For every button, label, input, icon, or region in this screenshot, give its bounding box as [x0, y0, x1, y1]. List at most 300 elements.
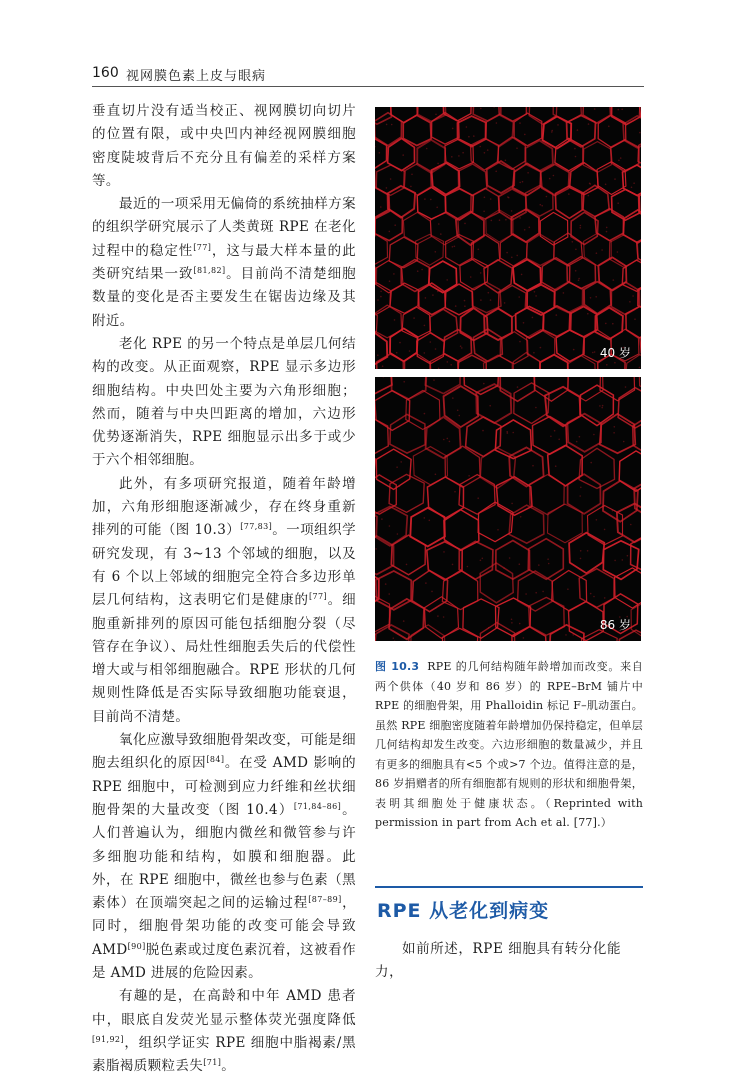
cell-granule: [467, 566, 469, 568]
cell-granule: [435, 607, 437, 609]
cell-granule: [523, 322, 525, 324]
cell-granule: [389, 525, 391, 527]
cell-granule: [614, 426, 616, 428]
cell-granule: [483, 211, 485, 213]
cell-granule: [409, 350, 411, 352]
cell-granule: [522, 181, 524, 183]
cell-granule: [443, 616, 445, 618]
cell-granule: [614, 178, 616, 180]
cell-granule: [424, 325, 426, 327]
body-paragraph: [92, 729, 356, 985]
cell-granule: [575, 270, 577, 272]
cell-granule: [589, 183, 591, 185]
rpe-cell: [540, 212, 568, 245]
cell-granule: [394, 319, 396, 321]
cell-granule: [511, 210, 513, 212]
cell-granule: [594, 108, 596, 110]
citation-ref: [77,83]: [240, 522, 272, 531]
cell-granule: [459, 415, 461, 417]
cell-granule: [430, 341, 432, 343]
cell-granule: [572, 634, 574, 636]
cell-granule: [452, 397, 454, 399]
citation-ref: [90]: [128, 942, 146, 951]
cell-granule: [489, 405, 491, 407]
rpe-cell: [548, 445, 583, 486]
cell-granule: [403, 381, 405, 383]
cell-granule: [587, 313, 589, 315]
rpe-cell: [375, 417, 388, 456]
body-paragraph-right: 如前所述，RPE 细胞具有转分化能力，: [375, 938, 643, 984]
text-run: 最近的一项采用无偏倚的系统抽样方案的组织学研究展示了人类黄斑 RPE 在老化过程中的稳定性: [92, 196, 356, 259]
cell-granule: [604, 529, 606, 531]
text-run: 。: [221, 1058, 235, 1074]
cell-granule: [410, 186, 412, 188]
rpe-cell: [595, 209, 624, 241]
cell-granule: [529, 227, 531, 229]
cell-granule: [497, 529, 499, 531]
rpe-cell: [533, 417, 567, 455]
cell-granule: [446, 279, 448, 281]
citation-ref: [87–89]: [308, 895, 341, 904]
cell-granule: [478, 249, 480, 251]
cell-granule: [495, 171, 497, 173]
cell-granule: [621, 109, 623, 111]
rpe-cell: [410, 508, 445, 547]
rpe-cell: [611, 282, 639, 315]
cell-granule: [614, 560, 616, 562]
cell-granule: [551, 130, 553, 132]
cell-granule: [388, 593, 390, 595]
cell-granule: [596, 252, 598, 254]
rpe-cell: [459, 475, 495, 515]
cell-granule: [606, 364, 608, 366]
cell-granule: [480, 560, 482, 562]
rpe-cell: [568, 356, 596, 369]
cell-granule: [484, 197, 486, 199]
cell-granule: [595, 296, 597, 298]
cell-granule: [425, 582, 427, 584]
cell-granule: [512, 432, 514, 434]
rpe-cell: [555, 186, 583, 219]
cell-granule: [629, 301, 631, 303]
rpe-cell: [631, 534, 641, 573]
cell-granule: [381, 518, 383, 520]
cell-granule: [517, 386, 519, 388]
rpe-cell: [416, 234, 444, 265]
cell-granule: [511, 257, 513, 259]
cell-granule: [540, 347, 542, 349]
cell-granule: [568, 193, 570, 195]
cell-granule: [617, 202, 619, 204]
cell-granule: [519, 217, 521, 219]
rpe-cell: [392, 377, 427, 399]
rpe-cell: [442, 628, 477, 641]
cell-granule: [547, 558, 549, 560]
cell-granule: [523, 637, 525, 639]
cell-granule: [431, 591, 433, 593]
cell-granule: [524, 229, 526, 231]
cell-granule: [518, 296, 520, 298]
cell-granule: [480, 299, 482, 301]
cell-granule: [580, 558, 582, 560]
cell-granule: [580, 225, 582, 227]
cell-granule: [578, 280, 580, 282]
cell-granule: [443, 551, 445, 553]
rpe-cell: [411, 625, 446, 641]
cell-granule: [596, 519, 598, 521]
cell-granule: [379, 152, 381, 154]
cell-granule: [496, 122, 498, 124]
text-run: ，组织学证实 RPE 细胞中脂褐素/黑素脂褐质颗粒丢失: [92, 1035, 356, 1074]
cell-granule: [506, 252, 508, 254]
cell-granule: [455, 305, 457, 307]
text-run: 脱色素或过度色素沉着，这被看作是 AMD 进展的危险因素。: [92, 942, 356, 981]
cell-granule: [457, 410, 459, 412]
section-title: RPE 从老化到病变: [377, 896, 549, 923]
rpe-cell: [480, 563, 513, 603]
cell-granule: [507, 196, 509, 198]
rpe-cell: [496, 477, 532, 516]
rpe-cell: [534, 377, 569, 401]
cell-granule: [383, 377, 385, 378]
cell-granule: [464, 305, 466, 307]
cell-granule: [377, 354, 379, 356]
cell-granule: [432, 294, 434, 296]
rpe-cell: [518, 571, 554, 611]
rpe-cell: [496, 598, 531, 637]
cell-granule: [511, 503, 513, 505]
rpe-cell: [376, 571, 412, 610]
cell-granule: [389, 280, 391, 282]
cell-granule: [630, 524, 632, 526]
panel-age-label: 86 岁: [600, 616, 631, 633]
rpe-cell: [600, 377, 635, 401]
cell-granule: [484, 152, 486, 154]
cell-granule: [627, 555, 629, 557]
cell-granule: [389, 231, 391, 233]
text-run: 垂直切片没有适当校正、视网膜切向切片的位置有限，或中央凹内神经视网膜细胞密度陡坡背后不充分且有偏差的采样方案等。: [92, 103, 356, 189]
cell-granule: [573, 349, 575, 351]
cell-granule: [460, 345, 462, 347]
rpe-cell: [388, 186, 416, 218]
cell-granule: [399, 342, 401, 344]
rpe-cell: [516, 307, 544, 339]
cell-granule: [519, 122, 521, 124]
rpe-cell: [375, 233, 388, 265]
rpe-cell: [567, 414, 601, 452]
rpe-cell: [459, 541, 493, 579]
cell-granule: [380, 296, 382, 298]
cell-granule: [429, 520, 431, 522]
rpe-cell: [472, 282, 501, 313]
cell-granule: [447, 438, 449, 440]
cell-granule: [511, 619, 513, 621]
figure-caption-label: 图 10.3: [375, 660, 419, 673]
cell-granule: [488, 292, 490, 294]
cell-granule: [451, 156, 453, 158]
rpe-cell: [583, 142, 611, 173]
figure-panel-40: [375, 107, 641, 369]
cell-granule: [601, 407, 603, 409]
cell-granule: [520, 516, 522, 518]
cell-granule: [617, 251, 619, 253]
cell-granule: [380, 291, 382, 293]
cell-granule: [623, 441, 625, 443]
cell-granule: [580, 550, 582, 552]
cell-granule: [606, 227, 608, 229]
cell-granule: [402, 154, 404, 156]
cell-granule: [385, 583, 387, 585]
text-run: ，这与最大样本量的此类研究结果一致: [92, 243, 356, 282]
cell-granule: [614, 362, 616, 364]
cell-granule: [511, 622, 513, 624]
rpe-cell: [553, 107, 581, 123]
cell-granule: [380, 206, 382, 208]
cell-granule: [580, 487, 582, 489]
cell-granule: [532, 465, 534, 467]
rpe-cell: [626, 306, 641, 338]
rpe-cell: [526, 141, 553, 172]
cell-granule: [437, 163, 439, 165]
cell-granule: [613, 432, 615, 434]
cell-granule: [579, 436, 581, 438]
text-run: 有趣的是，在高龄和中年 AMD 患者中，眼底自发荧光显示整体荧光强度降低: [92, 988, 356, 1027]
cell-granule: [491, 220, 493, 222]
text-run: 老化 RPE 的另一个特点是单层几何结构的改变。从正面观察，RPE 显示多边形细胞结构。中央凹处主要为六角形细胞；然而，随着与中央凹距离的增加，六边形优势逐渐消失，RPE 细胞显示出多于或少于六个相邻细胞。: [92, 336, 356, 468]
rpe-cell: [514, 383, 549, 424]
page-number: 160: [92, 65, 119, 81]
cell-granule: [558, 439, 560, 441]
running-header: [92, 62, 644, 87]
cell-granule: [576, 441, 578, 443]
rpe-cell: [639, 377, 641, 395]
rpe-cell: [499, 107, 527, 121]
cell-granule: [468, 136, 470, 138]
rpe-cell: [615, 568, 641, 608]
cell-granule: [550, 436, 552, 438]
cell-granule: [542, 591, 544, 593]
rpe-cell: [427, 542, 462, 580]
running-title: 视网膜色素上皮与眼病: [126, 65, 266, 84]
rpe-cell: [500, 377, 534, 401]
cell-granule: [506, 431, 508, 433]
cell-granule: [620, 157, 622, 159]
cell-granule: [425, 297, 427, 299]
cell-granule: [548, 563, 550, 565]
text-run: 氧化应激导致细胞骨架改变，可能是细胞去组织化的原因: [92, 732, 356, 771]
cell-granule: [464, 223, 466, 225]
cell-granule: [435, 114, 437, 116]
cell-granule: [590, 297, 592, 299]
rpe-cell: [568, 377, 603, 401]
cell-granule: [634, 318, 636, 320]
cell-granule: [593, 596, 595, 598]
cell-granule: [516, 147, 518, 149]
body-paragraph: [92, 985, 356, 1078]
cell-granule: [519, 341, 521, 343]
cell-granule: [579, 495, 581, 497]
cell-granule: [375, 146, 376, 148]
rpe-cell: [375, 283, 391, 315]
cell-granule: [563, 292, 565, 294]
section-heading: [375, 886, 643, 928]
rpe-cell: [623, 210, 641, 243]
rpe-cell: [603, 481, 638, 522]
rpe-cell: [583, 107, 610, 123]
cell-granule: [606, 231, 608, 233]
cell-granule: [541, 205, 543, 207]
cell-granule: [534, 291, 536, 293]
cell-granule: [435, 348, 437, 350]
citation-ref: [84]: [206, 755, 224, 764]
cell-granule: [535, 592, 537, 594]
figure-caption: [375, 657, 643, 833]
cell-granule: [473, 135, 475, 137]
cell-granule: [403, 620, 405, 622]
cell-granule: [452, 128, 454, 130]
citation-ref: [81,82]: [194, 266, 226, 275]
text-run: 。在受 AMD 影响的 RPE 细胞中，可检测到应力纤维和丝状细胞骨架的大量改变（图 10.4）: [92, 755, 356, 818]
rpe-cell: [554, 282, 583, 313]
cell-granule: [468, 475, 470, 477]
citation-ref: [71,84–86]: [294, 802, 341, 811]
cell-granule: [466, 126, 468, 128]
rpe-cell: [528, 539, 563, 580]
rpe-cell: [391, 107, 418, 123]
rpe-cell: [612, 189, 640, 220]
cell-granule: [590, 593, 592, 595]
rpe-cell: [549, 625, 584, 641]
rpe-cell: [554, 233, 583, 266]
citation-ref: [77]: [193, 243, 211, 252]
rpe-cell: [640, 329, 641, 362]
cell-granule: [540, 204, 542, 206]
rpe-cell: [430, 309, 458, 341]
cell-granule: [587, 550, 589, 552]
cell-granule: [437, 291, 439, 293]
cell-granule: [556, 314, 558, 316]
cell-granule: [504, 302, 506, 304]
citation-ref: [91,92]: [92, 1035, 124, 1044]
rpe-cell: [417, 140, 445, 173]
rpe-cell: [425, 377, 460, 394]
rpe-cell: [444, 330, 472, 362]
cell-granule: [454, 491, 456, 493]
cell-granule: [519, 623, 521, 625]
cell-granule: [411, 174, 413, 176]
cell-granule: [450, 364, 452, 366]
cell-granule: [417, 270, 419, 272]
cell-granule: [391, 124, 393, 126]
rpe-cell: [569, 533, 604, 574]
cell-granule: [525, 593, 527, 595]
cell-granule: [618, 160, 620, 162]
cell-granule: [557, 124, 559, 126]
cell-granule: [608, 126, 610, 128]
cell-granule: [382, 365, 384, 367]
cell-granule: [375, 548, 377, 550]
rpe-cell: [478, 502, 513, 542]
citation-ref: [77]: [309, 592, 327, 601]
cell-granule: [588, 123, 590, 125]
cell-granule: [397, 533, 399, 535]
rpe-cell: [633, 415, 641, 455]
cell-granule: [505, 160, 507, 162]
cell-granule: [567, 588, 569, 590]
cell-granule: [462, 152, 464, 154]
cell-granule: [426, 148, 428, 150]
cell-granule: [538, 564, 540, 566]
text-run: ，同时，细胞骨架功能的改变可能会导致 AMD: [92, 895, 356, 958]
cell-granule: [490, 299, 492, 301]
cell-granule: [527, 172, 529, 174]
body-paragraph: [92, 100, 356, 193]
cell-granule: [594, 351, 596, 353]
text-run: 。细胞重新排列的原因可能包括细胞分裂（尽管存在争议）、局灶性细胞丢失后的代偿性增大或与相邻细胞融合。RPE 形状的几何规则性降低是否实际导致细胞功能衰退，目前尚不清楚。: [92, 592, 356, 724]
cell-granule: [433, 379, 435, 381]
cell-granule: [613, 279, 615, 281]
cell-granule: [424, 198, 426, 200]
rpe-cell: [375, 506, 407, 546]
cell-granule: [458, 155, 460, 157]
cell-granule: [592, 352, 594, 354]
cell-granule: [633, 182, 635, 184]
cell-granule: [443, 439, 445, 441]
cell-granule: [532, 317, 534, 319]
cell-granule: [393, 273, 395, 275]
cell-granule: [482, 558, 484, 560]
cell-granule: [454, 246, 456, 248]
rpe-cell: [499, 189, 526, 220]
rpe-cell: [513, 353, 540, 370]
cell-granule: [461, 347, 463, 349]
cell-granule: [519, 563, 521, 565]
cell-granule: [406, 564, 408, 566]
cell-granule: [438, 368, 440, 370]
cell-granule: [452, 564, 454, 566]
cell-granule: [574, 148, 576, 150]
cell-granule: [516, 255, 518, 257]
rpe-cell: [509, 505, 544, 543]
cell-granule: [483, 383, 485, 385]
cell-granule: [578, 278, 580, 280]
body-paragraph: [92, 193, 356, 333]
rpe-cell: [485, 115, 513, 147]
cell-granule: [575, 156, 577, 158]
cell-granule: [424, 352, 426, 354]
cell-granule: [554, 430, 556, 432]
cell-granule: [599, 405, 601, 407]
cell-granule: [535, 295, 537, 297]
cell-granule: [449, 441, 451, 443]
cell-granule: [577, 129, 579, 131]
citation-ref: [71]: [203, 1058, 221, 1067]
cell-granule: [452, 246, 454, 248]
cell-granule: [605, 184, 607, 186]
cell-granule: [464, 300, 466, 302]
panel-age-label: 40 岁: [600, 344, 631, 361]
cell-granule: [396, 466, 398, 468]
text-run: 此外，有多项研究报道，随着年龄增加，六角形细胞逐渐减少，存在终身重新排列的可能（图 10.3）: [92, 476, 356, 539]
rpe-cell-mosaic-86: [375, 377, 641, 641]
cell-granule: [588, 195, 590, 197]
cell-granule: [622, 559, 624, 561]
cell-granule: [509, 557, 511, 559]
cell-granule: [437, 615, 439, 617]
cell-granule: [565, 634, 567, 636]
cell-granule: [555, 465, 557, 467]
cell-granule: [421, 269, 423, 271]
